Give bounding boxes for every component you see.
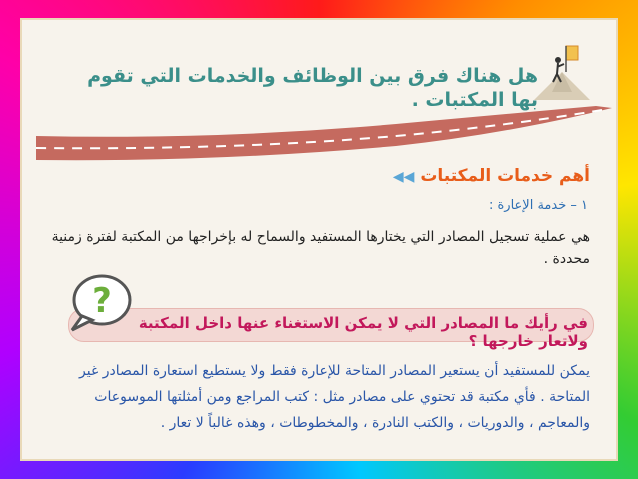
subsection-title: ١ – خدمة الإعارة : <box>488 198 588 213</box>
page-title: هل هناك فرق بين الوظائف والخدمات التي تقوم بها المكتبات . <box>87 65 538 111</box>
answer-line: والمعاجم ، والدوريات ، والكتب النادرة ، والمخطوطات ، وهذه غالباً لا تعار . <box>160 415 590 431</box>
section-heading <box>290 166 590 186</box>
question-text: في رأيك ما المصادر التي لا يمكن الاستغناء عنها داخل المكتبة ولاتعار خارجها ؟ <box>138 314 588 350</box>
definition-text: هي عملية تسجيل المصادر التي يختارها المستفيد والسماح له بإخراجها من المكتبة لفترة زمنية محددة . <box>51 229 590 267</box>
answer-line: يمكن للمستفيد أن يستعير المصادر المتاحة للإعارة فقط ولا يستطيع استعارة المصادر غير <box>79 363 590 379</box>
road-decoration <box>36 106 612 162</box>
answer-paragraph <box>28 358 590 436</box>
hill-climber-icon <box>532 42 592 102</box>
double-chevron-left-icon: ◀◀ <box>392 169 415 185</box>
answer-line: المتاحة . فأي مكتبة قد تحتوي على مصادر مثل : كتب المراجع ومن أمثلتها الموسوعات <box>94 389 590 405</box>
svg-text:?: ? <box>92 281 112 321</box>
worksheet-page <box>20 18 618 461</box>
section-heading-text: أهم خدمات المكتبات <box>420 166 590 186</box>
